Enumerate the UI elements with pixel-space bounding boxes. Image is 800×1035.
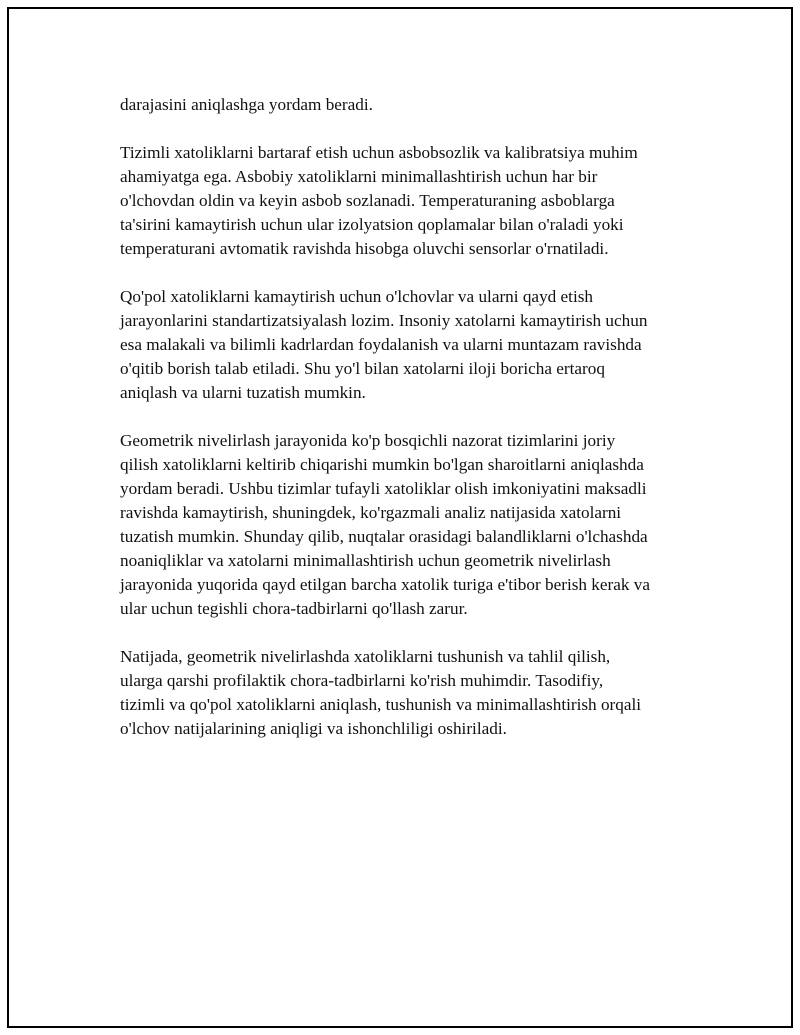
text-line: darajasini aniqlashga yordam beradi. bbox=[120, 95, 373, 114]
paragraph-1 bbox=[120, 93, 700, 117]
text-line: o'lchovdan oldin va keyin asbob sozlanadi. Temperaturaning asboblarga bbox=[120, 191, 615, 210]
paragraph-5 bbox=[120, 645, 700, 741]
text-line: jarayonida yuqorida qayd etilgan barcha xatolik turiga e'tibor berish kerak va bbox=[120, 575, 650, 594]
text-line: noaniqliklar va xatolarni minimallashtirish uchun geometrik nivelirlash bbox=[120, 551, 611, 570]
text-line: Natijada, geometrik nivelirlashda xatoliklarni tushunish va tahlil qilish, bbox=[120, 647, 611, 666]
text-line: tuzatish mumkin. Shunday qilib, nuqtalar orasidagi balandliklarni o'lchashda bbox=[120, 527, 648, 546]
text-line: ular uchun tegishli chora-tadbirlarni qo'llash zarur. bbox=[120, 599, 468, 618]
paragraph-4 bbox=[120, 429, 700, 621]
text-line: qilish xatoliklarni keltirib chiqarishi mumkin bo'lgan sharoitlarni aniqlashda bbox=[120, 455, 644, 474]
text-line: o'qitib borish talab etiladi. Shu yo'l bilan xatolarni iloji boricha ertaroq bbox=[120, 359, 605, 378]
text-line: ularga qarshi profilaktik chora-tadbirlarni ko'rish muhimdir. Tasodifiy, bbox=[120, 671, 604, 690]
text-line: esa malakali va bilimli kadrlardan foydalanish va ularni muntazam ravishda bbox=[120, 335, 642, 354]
paragraph-2 bbox=[120, 141, 700, 261]
text-line: jarayonlarini standartizatsiyalash lozim. Insoniy xatolarni kamaytirish uchun bbox=[120, 311, 648, 330]
document-page bbox=[7, 7, 793, 1028]
text-line: o'lchov natijalarining aniqligi va ishonchliligi oshiriladi. bbox=[120, 719, 507, 738]
text-line: ravishda kamaytirish, shuningdek, ko'rgazmali analiz natijasida xatolarni bbox=[120, 503, 622, 522]
paragraph-3 bbox=[120, 285, 700, 405]
text-line: tizimli va qo'pol xatoliklarni aniqlash, tushunish va minimallashtirish orqali bbox=[120, 695, 642, 714]
text-line: ta'sirini kamaytirish uchun ular izolyatsion qoplamalar bilan o'raladi yoki bbox=[120, 215, 624, 234]
text-line: temperaturani avtomatik ravishda hisobga oluvchi sensorlar o'rnatiladi. bbox=[120, 239, 609, 258]
text-line: Qo'pol xatoliklarni kamaytirish uchun o'lchovlar va ularni qayd etish bbox=[120, 287, 594, 306]
text-line: yordam beradi. Ushbu tizimlar tufayli xatoliklar olish imkoniyatini maksadli bbox=[120, 479, 647, 498]
text-line: ahamiyatga ega. Asbobiy xatoliklarni minimallashtirish uchun har bir bbox=[120, 167, 598, 186]
text-line: Tizimli xatoliklarni bartaraf etish uchun asbobsozlik va kalibratsiya muhim bbox=[120, 143, 638, 162]
text-line: Geometrik nivelirlash jarayonida ko'p bosqichli nazorat tizimlarini joriy bbox=[120, 431, 616, 450]
document-body bbox=[120, 93, 700, 765]
text-line: aniqlash va ularni tuzatish mumkin. bbox=[120, 383, 366, 402]
